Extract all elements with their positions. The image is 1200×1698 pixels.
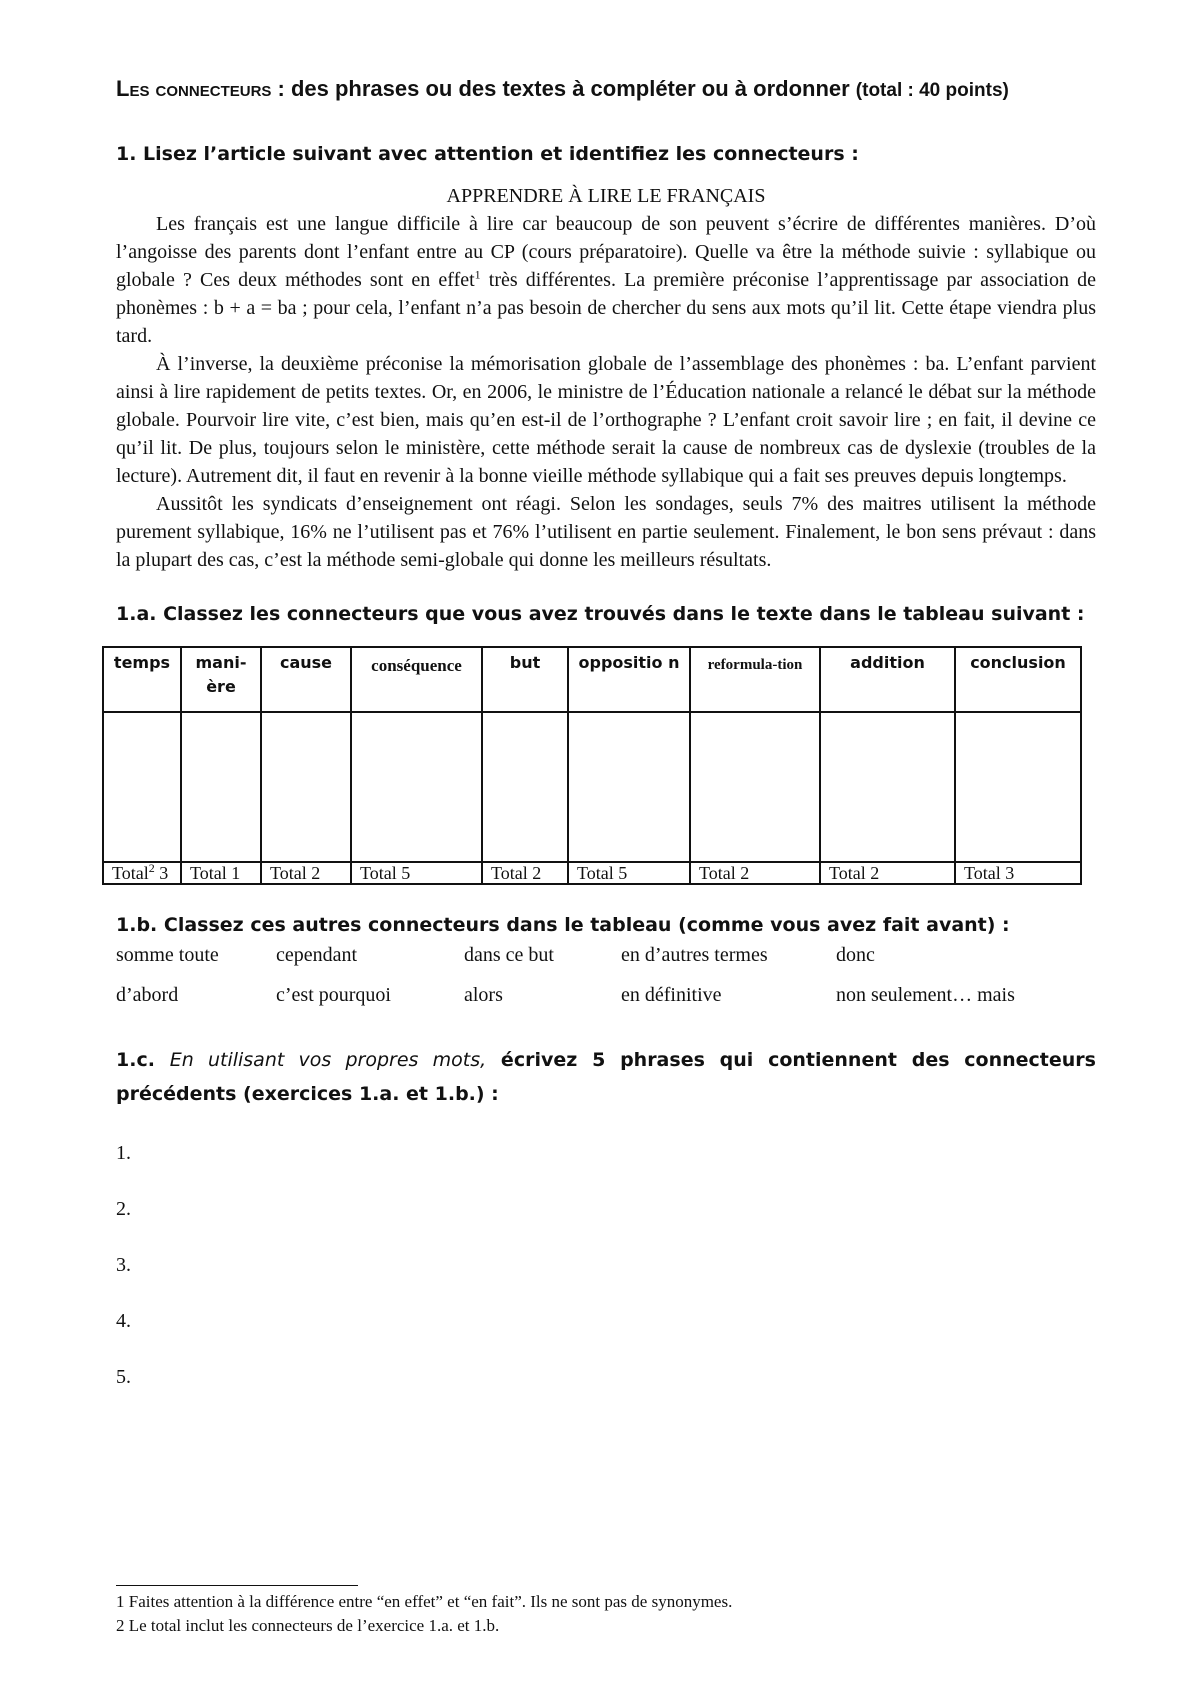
- cell-reformulation[interactable]: [690, 712, 820, 862]
- q1c-italic: En utilisant vos propres mots,: [169, 1049, 487, 1071]
- title-total: (total : 40 points): [855, 80, 1009, 101]
- answer-line-1[interactable]: 1.: [116, 1142, 131, 1164]
- word-item: cependant: [276, 944, 358, 966]
- header-temps: temps: [103, 647, 181, 712]
- answer-line-5[interactable]: 5.: [116, 1366, 131, 1388]
- q1c-rest: écrivez 5 phrases qui contiennent des connecteurs précédents (exercices 1.a. et 1.b.) :: [116, 1049, 1096, 1105]
- article-p1-part2: très différentes. La première préconise l’apprentissage par association de phonèmes : b + a = ba ; pour cela, l’enfant n’a pas besoin de chercher du sens aux mots qu’il lit. Cette étape viendra plus tard.: [116, 269, 1096, 347]
- total-temps-value: 3: [159, 863, 169, 883]
- article-p1-part1: Les français est une langue difficile à lire car beaucoup de son peuvent s’écrire de différentes manières. D’où l’angoisse des parents dont l’enfant entre au CP (cours préparatoire). Quelle va être la méthode suivie : syllabique ou globale ? Ces deux méthodes sont en effet: [116, 213, 1096, 291]
- total-addition: Total 2: [820, 862, 955, 884]
- header-maniere: mani-ère: [181, 647, 261, 712]
- total-but: Total 2: [482, 862, 568, 884]
- q1-bold: les connecteurs: [675, 143, 845, 165]
- total-consequence: Total 5: [351, 862, 482, 884]
- article-paragraph-3: Aussitôt les syndicats d’enseignement ont réagi. Selon les sondages, seuls 7% des maitres utilisent la méthode purement syllabique, 16% ne l’utilisent pas et 76% l’utilisent en partie seulement. Finalement, le bon sens prévaut : dans la plupart des cas, c’est la méthode semi-globale qui donne les meilleurs résultats.: [116, 493, 1096, 571]
- word-item: alors: [464, 984, 503, 1006]
- total-cause: Total 2: [261, 862, 351, 884]
- header-addition: addition: [820, 647, 955, 712]
- title-rest: : des phrases ou des textes à compléter ou à ordonner: [271, 76, 856, 101]
- total-temps: [103, 862, 181, 884]
- header-reformulation: reformula-tion: [690, 647, 820, 712]
- header-conclusion: conclusion: [955, 647, 1081, 712]
- total-temps-label: Total: [112, 863, 149, 883]
- article: [116, 182, 1096, 574]
- cell-but[interactable]: [482, 712, 568, 862]
- total-opposition: Total 5: [568, 862, 690, 884]
- q1c-prefix: 1.c.: [116, 1049, 170, 1071]
- page-title: [116, 74, 1096, 106]
- connectors-table: [102, 646, 1082, 885]
- word-item: somme toute: [116, 944, 219, 966]
- header-opposition: oppositio n: [568, 647, 690, 712]
- footnotes: [116, 1590, 732, 1638]
- word-item: c’est pourquoi: [276, 984, 391, 1006]
- answer-line-4[interactable]: 4.: [116, 1310, 131, 1332]
- word-item: d’abord: [116, 984, 179, 1006]
- word-item: donc: [836, 944, 875, 966]
- q1-suffix: :: [844, 143, 859, 165]
- worksheet: [112, 74, 1096, 1413]
- cell-maniere[interactable]: [181, 712, 261, 862]
- footnote-ref-2: 2: [148, 861, 155, 875]
- footnote-divider: [116, 1585, 358, 1586]
- question-1a: 1.a. Classez les connecteurs que vous avez trouvés dans le texte dans le tableau suivant :: [116, 603, 1085, 625]
- article-paragraph-2: À l’inverse, la deuxième préconise la mémorisation globale de l’assemblage des phonèmes : ba. L’enfant parvient ainsi à lire rapidement de petits textes. Or, en 2006, le ministre de l’Éducation nationale a relancé le débat sur la méthode globale. Pourvoir lire vite, c’est bien, mais qu’en est-il de l’orthographe ? L’enfant croit savoir lire ; en fait, il devine ce qu’il lit. De plus, toujours selon le ministère, cette méthode serait la cause de nombreux cas de dyslexie (troubles de la lecture). Autrement dit, il faut en revenir à la bonne vieille méthode syllabique qui a fait ses preuves depuis longtemps.: [116, 353, 1096, 487]
- question-1c: [116, 1043, 1096, 1111]
- cell-temps[interactable]: [103, 712, 181, 862]
- header-consequence: conséquence: [351, 647, 482, 712]
- connector-word-list: [116, 941, 1096, 1009]
- cell-opposition[interactable]: [568, 712, 690, 862]
- question-1b: 1.b. Classez ces autres connecteurs dans le tableau (comme vous avez fait avant) :: [116, 914, 1010, 936]
- cell-addition[interactable]: [820, 712, 955, 862]
- total-maniere: Total 1: [181, 862, 261, 884]
- header-cause: cause: [261, 647, 351, 712]
- table-row-answers: [103, 712, 1081, 862]
- word-item: dans ce but: [464, 944, 554, 966]
- footnote-2: 2 Le total inclut les connecteurs de l’exercice 1.a. et 1.b.: [116, 1616, 500, 1635]
- table-row-totals: [103, 862, 1081, 884]
- question-1: [116, 140, 1096, 168]
- cell-cause[interactable]: [261, 712, 351, 862]
- article-paragraph-1: [116, 210, 1096, 350]
- word-item: en définitive: [621, 984, 722, 1006]
- cell-conclusion[interactable]: [955, 712, 1081, 862]
- word-item: non seulement… mais: [836, 984, 1015, 1006]
- article-title: APPRENDRE À LIRE LE FRANÇAIS: [446, 185, 766, 207]
- answer-lines: [116, 1133, 1096, 1413]
- footnote-ref-1: 1: [474, 267, 481, 282]
- total-reformulation: Total 2: [690, 862, 820, 884]
- q1-prefix: 1. Lisez l’article suivant avec attention et identifiez: [116, 143, 676, 165]
- answer-line-2[interactable]: 2.: [116, 1198, 131, 1220]
- footnote-1: 1 Faites attention à la différence entre “en effet” et “en fait”. Ils ne sont pas de synonymes.: [116, 1592, 733, 1611]
- answer-line-3[interactable]: 3.: [116, 1254, 131, 1276]
- title-main: Les connecteurs: [116, 76, 272, 101]
- cell-consequence[interactable]: [351, 712, 482, 862]
- word-item: en d’autres termes: [621, 944, 768, 966]
- header-but: but: [482, 647, 568, 712]
- total-conclusion: Total 3: [955, 862, 1081, 884]
